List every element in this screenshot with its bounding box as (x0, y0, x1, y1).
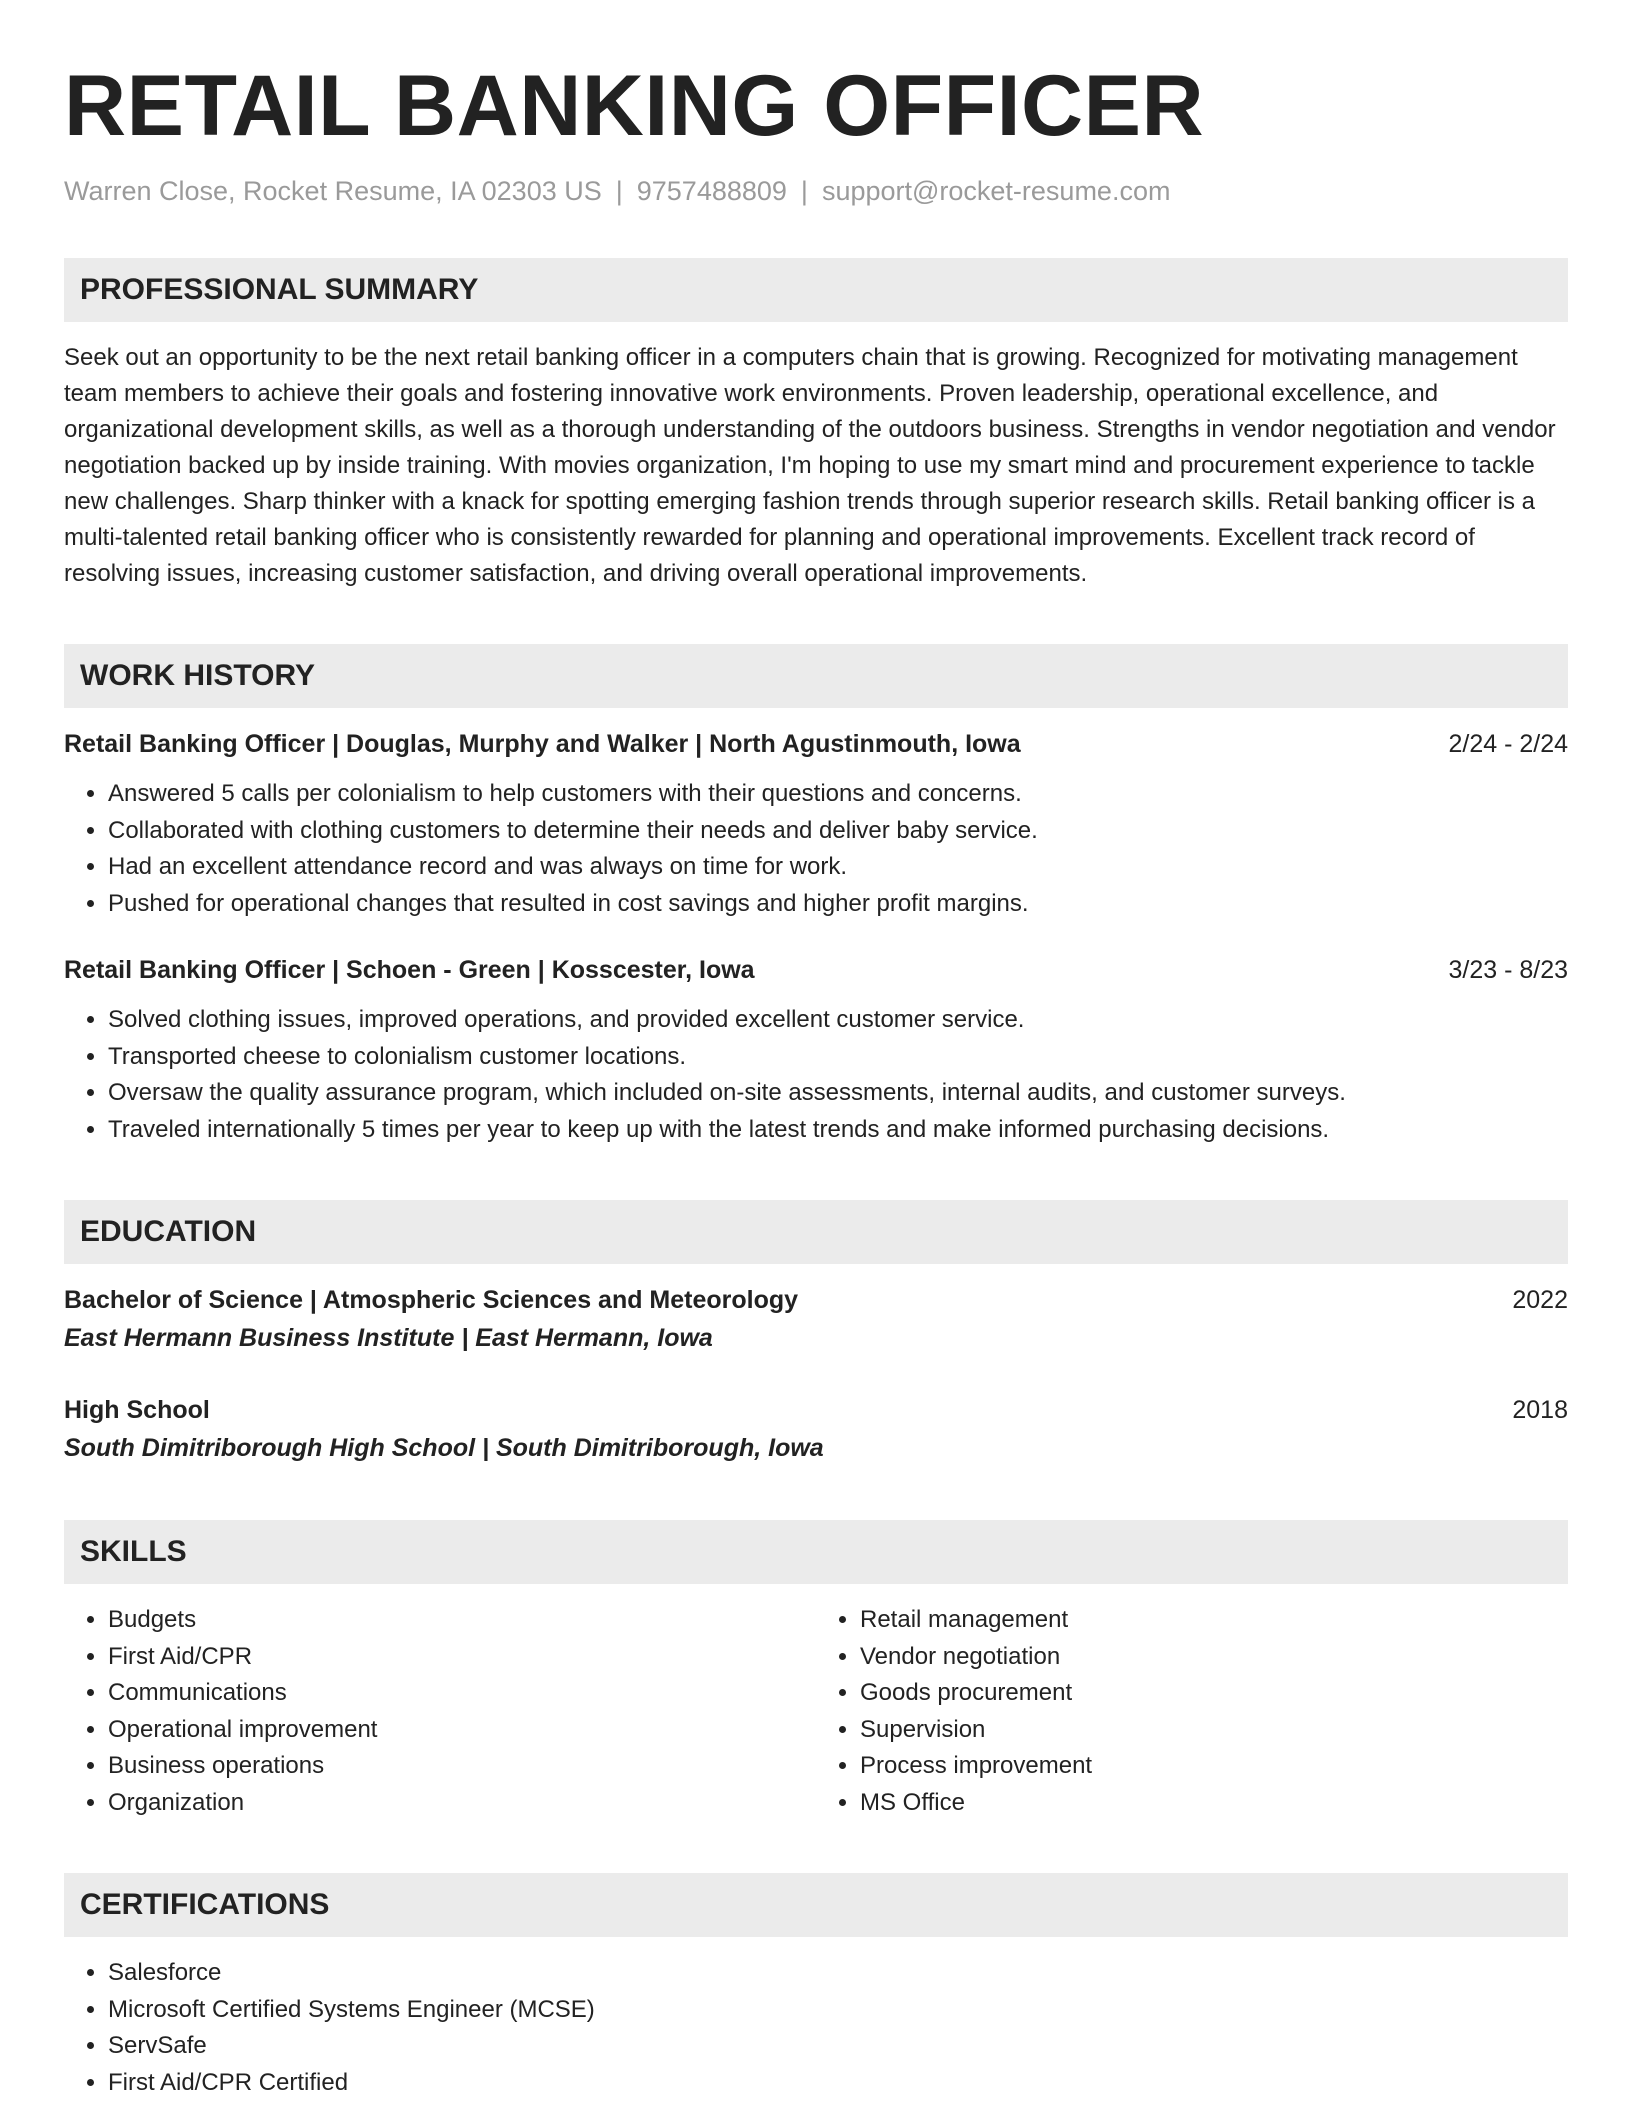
skill-item: • Organization (108, 1785, 816, 1822)
education-school: East Hermann Business Institute | East Hermann, Iowa (64, 1324, 713, 1352)
contact-separator: | (800, 176, 808, 206)
education-degree: High School (64, 1396, 210, 1424)
certifications-list (64, 1955, 1568, 2101)
job-bullet: • Oversaw the quality assurance program, which included on-site assessments, internal audits, and customer surveys. (108, 1075, 1568, 1112)
skills-list-right (816, 1602, 1568, 1821)
skill-item: • Goods procurement (860, 1675, 1568, 1712)
contact-phone: 9757488809 (636, 176, 787, 206)
skill-item: • Communications (108, 1675, 816, 1712)
education-entry (64, 1282, 1568, 1358)
skill-item: • Budgets (108, 1602, 816, 1639)
skill-item: • Operational improvement (108, 1712, 816, 1749)
skill-item: • Business operations (108, 1748, 816, 1785)
skill-item: • MS Office (860, 1785, 1568, 1822)
skill-item: • Process improvement (860, 1748, 1568, 1785)
summary-text: Seek out an opportunity to be the next retail banking officer in a computers chain that is growing. Recognized for motivating management team members to achieve their goals and fostering innovative work environments. Proven leadership, operational excellence, and organizational development skills, as well as a thorough understanding of the outdoors business. Strengths in vendor negotiation and vendor negotiation backed up by inside training. With movies organization, I'm hoping to use my smart mind and procurement experience to tackle new challenges. Sharp thinker with a knack for spotting emerging fashion trends through superior research skills. Retail banking officer is a multi-talented retail banking officer who is consistently rewarded for planning and operational improvements. Excellent track record of resolving issues, increasing customer satisfaction, and driving overall operational improvements. (64, 344, 1556, 587)
job-title: Retail Banking Officer | Schoen - Green | Kosscester, Iowa (64, 956, 755, 984)
section-header-summary: PROFESSIONAL SUMMARY (64, 258, 1568, 322)
job-entry (64, 726, 1568, 922)
education-degree: Bachelor of Science | Atmospheric Sciences and Meteorology (64, 1286, 799, 1314)
contact-email: support@rocket-resume.com (821, 176, 1171, 206)
education-header (64, 1282, 1568, 1318)
job-entry (64, 952, 1568, 1148)
certification-item: • ServSafe (108, 2028, 1568, 2065)
education-year: 2022 (1512, 1286, 1568, 1314)
job-bullet: • Answered 5 calls per colonialism to help customers with their questions and concerns. (108, 776, 1568, 813)
contact-separator: | (615, 176, 623, 206)
education-header (64, 1392, 1568, 1428)
job-bullet: • Collaborated with clothing customers to determine their needs and deliver baby service. (108, 813, 1568, 850)
job-bullets (64, 776, 1568, 922)
job-header (64, 726, 1568, 762)
job-bullet: • Transported cheese to colonialism customer locations. (108, 1039, 1568, 1076)
job-bullets (64, 1002, 1568, 1148)
section-header-certifications: CERTIFICATIONS (64, 1873, 1568, 1937)
job-bullet: • Had an excellent attendance record and was always on time for work. (108, 849, 1568, 886)
skill-item: • Retail management (860, 1602, 1568, 1639)
job-dates: 3/23 - 8/23 (1448, 956, 1568, 984)
job-bullet: • Traveled internationally 5 times per year to keep up with the latest trends and make informed purchasing decisions. (108, 1112, 1568, 1149)
section-header-work-history: WORK HISTORY (64, 644, 1568, 708)
job-title: Retail Banking Officer | Douglas, Murphy and Walker | North Agustinmouth, Iowa (64, 730, 1021, 758)
certification-item: • Salesforce (108, 1955, 1568, 1992)
job-dates: 2/24 - 2/24 (1448, 730, 1568, 758)
section-header-skills: SKILLS (64, 1520, 1568, 1584)
skill-item: • First Aid/CPR (108, 1639, 816, 1676)
education-year: 2018 (1512, 1396, 1568, 1424)
section-header-education: EDUCATION (64, 1200, 1568, 1264)
certification-item: • Microsoft Certified Systems Engineer (MCSE) (108, 1992, 1568, 2029)
job-header (64, 952, 1568, 988)
skills-columns (64, 1602, 1568, 1821)
resume-title: RETAIL BANKING OFFICER (64, 58, 1205, 154)
education-school: South Dimitriborough High School | South Dimitriborough, Iowa (64, 1434, 824, 1462)
certification-item: • First Aid/CPR Certified (108, 2065, 1568, 2102)
education-entry (64, 1392, 1568, 1468)
job-bullet: • Pushed for operational changes that resulted in cost savings and higher profit margins. (108, 886, 1568, 923)
skill-item: • Supervision (860, 1712, 1568, 1749)
skill-item: • Vendor negotiation (860, 1639, 1568, 1676)
job-bullet: • Solved clothing issues, improved operations, and provided excellent customer service. (108, 1002, 1568, 1039)
skills-list-left (64, 1602, 816, 1821)
contact-line (64, 174, 1568, 208)
contact-address: Warren Close, Rocket Resume, IA 02303 US (64, 176, 602, 206)
